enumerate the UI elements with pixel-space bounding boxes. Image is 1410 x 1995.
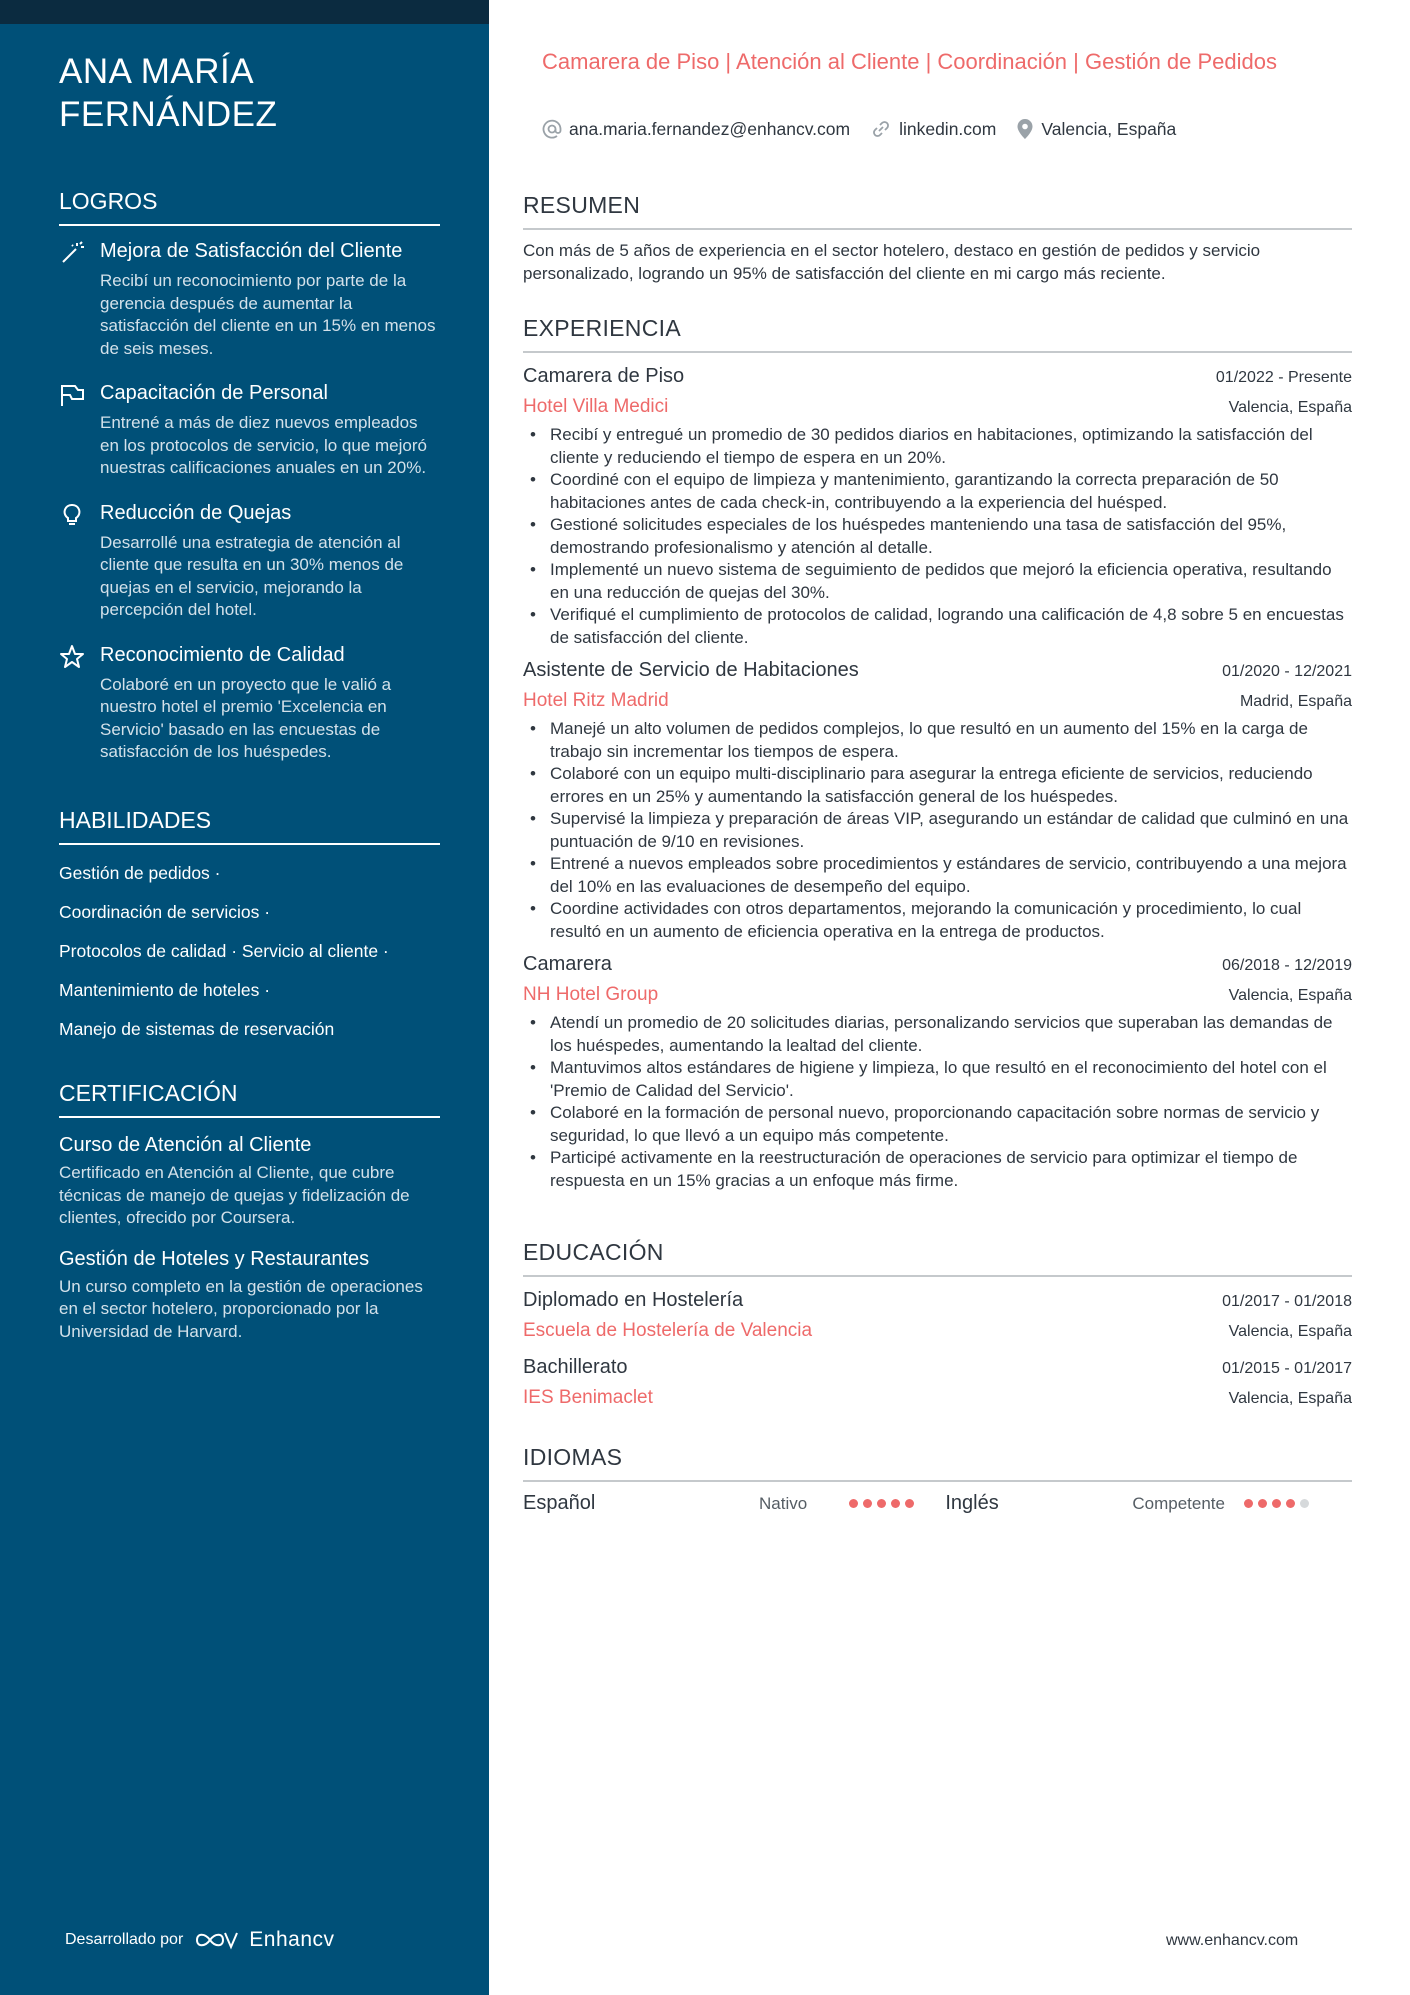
bullet-item: • Verifiqué el cumplimiento de protocolos de calidad, logrando una calificación de 4,8 sobre 5 en encuestas de satisfacción del cliente. [523, 604, 1352, 649]
company-name: Hotel Villa Medici [523, 396, 669, 417]
achievement-item [59, 500, 440, 622]
achievement-title: Capacitación de Personal [100, 382, 328, 404]
language-item [945, 1492, 1352, 1515]
summary-section [523, 190, 1352, 285]
flag-icon [59, 382, 85, 408]
certification-desc: Un curso completo en la gestión de operaciones en el sector hotelero, proporcionado por la Universidad de Harvard. [59, 1276, 423, 1341]
rating-dot [891, 1499, 900, 1508]
job-bullets [523, 1012, 1352, 1192]
skill-line: Gestión de pedidos · [59, 863, 221, 883]
rating-dot [1272, 1499, 1281, 1508]
education-location: Valencia, España [1228, 1323, 1352, 1340]
star-icon [59, 644, 85, 670]
certifications-heading: CERTIFICACIÓN [59, 1078, 440, 1118]
languages-section [523, 1442, 1352, 1515]
contact-email[interactable] [542, 118, 850, 140]
skill-line: Manejo de sistemas de reservación [59, 1019, 335, 1039]
bullet-item: • Mantuvimos altos estándares de higiene y limpieza, lo que resultó en el reconocimiento del hotel con el 'Premio de Calidad del Servicio'. [523, 1057, 1352, 1102]
degree: Diplomado en Hostelería [523, 1289, 744, 1311]
experience-section [523, 313, 1352, 1200]
rating-dot [1244, 1499, 1253, 1508]
language-name: Inglés [945, 1492, 999, 1514]
rating-dot [1258, 1499, 1267, 1508]
language-name: Español [523, 1492, 596, 1514]
job-entry [523, 657, 1352, 943]
achievement-desc: Desarrollé una estrategia de atención al cliente que resulta en un 30% menos de quejas en el servicio, mejorando la percepción del hotel. [100, 532, 404, 619]
job-bullets [523, 718, 1352, 943]
location-pin-icon [1016, 118, 1034, 140]
job-bullets [523, 424, 1352, 649]
job-dates: 06/2018 - 12/2019 [1222, 957, 1352, 974]
job-dates: 01/2020 - 12/2021 [1222, 663, 1352, 680]
education-entry [523, 1287, 1352, 1344]
school-name: Escuela de Hostelería de Valencia [523, 1320, 813, 1341]
achievement-desc: Colaboré en un proyecto que le valió a nuestro hotel el premio 'Excelencia en Servicio' basado en las encuestas de satisfacción de los huéspedes. [100, 674, 392, 761]
rating-dot [905, 1499, 914, 1508]
certifications-section [59, 1078, 440, 1359]
enhancv-brand-text: Enhancv [249, 1928, 335, 1951]
skill-line: Protocolos de calidad · Servicio al cliente · [59, 941, 389, 961]
bullet-item: • Colaboré con un equipo multi-disciplinario para asegurar la entrega eficiente de servicios, reduciendo errores en un 25% y aumentando la satisfacción general de los huéspedes. [523, 763, 1352, 808]
degree: Bachillerato [523, 1356, 628, 1378]
certification-item [59, 1132, 440, 1230]
bullet-item: • Atendí un promedio de 20 solicitudes diarias, personalizando servicios que superaban las demandas de los huéspedes, aumentando la lealtad del cliente. [523, 1012, 1352, 1057]
bullet-item: • Entrené a nuevos empleados sobre procedimientos y estándares de servicio, contribuyendo a una mejora del 10% en las evaluaciones de desempeño del equipo. [523, 853, 1352, 898]
achievements-section [59, 186, 440, 784]
contact-linkedin[interactable] [870, 118, 996, 140]
sidebar-top-bar [0, 0, 489, 24]
enhancv-logo[interactable] [195, 1928, 334, 1952]
job-location: Valencia, España [1228, 987, 1352, 1004]
job-title: Camarera [523, 953, 612, 975]
bullet-item: • Supervisé la limpieza y preparación de áreas VIP, asegurando un estándar de calidad que culminó en una puntuación de 9/10 en revisiones. [523, 808, 1352, 853]
languages-row [523, 1492, 1352, 1515]
skill-line: Coordinación de servicios · [59, 902, 271, 922]
location-text: Valencia, España [1041, 118, 1177, 139]
achievement-desc: Recibí un reconocimiento por parte de la gerencia después de aumentar la satisfacción del cliente en un 15% en menos de seis meses. [100, 271, 436, 358]
experience-heading: EXPERIENCIA [523, 313, 1352, 353]
website-link[interactable]: www.enhancv.com [1166, 1932, 1299, 1949]
bullet-item: • Gestioné solicitudes especiales de los huéspedes manteniendo una tasa de satisfacción del 95%, demostrando profesionalismo y atención al detalle. [523, 514, 1352, 559]
job-title: Asistente de Servicio de Habitaciones [523, 659, 859, 681]
bullet-item: • Colaboré en la formación de personal nuevo, proporcionando capacitación sobre normas de servicio y seguridad, lo que llevó a un equipo más competente. [523, 1102, 1352, 1147]
bullet-item: • Coordine actividades con otros departamentos, mejorando la comunicación y procedimiento, lo cual resultó en un aumento de eficiencia operativa en la entrega de productos. [523, 898, 1352, 943]
language-rating [849, 1499, 914, 1508]
linkedin-text: linkedin.com [899, 118, 997, 139]
achievement-title: Mejora de Satisfacción del Cliente [100, 240, 403, 262]
school-name: IES Benimaclet [523, 1387, 653, 1408]
job-location: Valencia, España [1228, 399, 1352, 416]
summary-text: Con más de 5 años de experiencia en el sector hotelero, destaco en gestión de pedidos y servicio personalizado, logrando un 95% de satisfacción del cliente en mi cargo más reciente. [523, 241, 1261, 283]
achievement-title: Reducción de Quejas [100, 501, 292, 524]
email-text: ana.maria.fernandez@enhancv.com [569, 118, 851, 139]
education-entry [523, 1354, 1352, 1411]
language-item [523, 1492, 945, 1515]
rating-dot [877, 1499, 886, 1508]
at-icon [542, 119, 562, 139]
achievement-item [59, 380, 440, 480]
company-name: Hotel Ritz Madrid [523, 690, 669, 711]
achievements-heading: LOGROS [59, 186, 440, 226]
contact-location [1016, 118, 1176, 140]
bullet-item: • Coordiné con el equipo de limpieza y mantenimiento, garantizando la correcta preparación de 50 habitaciones antes de cada check-in, contribuyendo a la experiencia del huésped. [523, 469, 1352, 514]
languages-heading: IDIOMAS [523, 1442, 1352, 1482]
company-name: NH Hotel Group [523, 984, 659, 1005]
job-title: Camarera de Piso [523, 365, 685, 387]
sidebar [0, 0, 489, 1995]
magic-wand-icon [59, 240, 85, 266]
link-icon [870, 119, 892, 139]
job-entry [523, 951, 1352, 1192]
language-rating [1244, 1499, 1309, 1508]
rating-dot [1300, 1499, 1309, 1508]
powered-by-label: Desarrollado por [65, 1931, 184, 1948]
rating-dot [1286, 1499, 1295, 1508]
rating-dot [863, 1499, 872, 1508]
certification-title: Curso de Atención al Cliente [59, 1134, 312, 1156]
education-heading: EDUCACIÓN [523, 1237, 1352, 1277]
bullet-item: • Participé activamente en la reestructuración de operaciones de servicio para optimizar el tiempo de respuesta en un 15% gracias a un enfoque más firme. [523, 1147, 1352, 1192]
skills-heading: HABILIDADES [59, 805, 440, 845]
achievement-item [59, 238, 440, 360]
skills-section [59, 805, 440, 1056]
education-location: Valencia, España [1228, 1390, 1352, 1407]
powered-by [65, 1928, 335, 1952]
certification-desc: Certificado en Atención al Cliente, que cubre técnicas de manejo de quejas y fidelización de clientes, ofrecido por Coursera. [59, 1163, 410, 1227]
candidate-name: ANA MARÍA FERNÁNDEZ [59, 52, 278, 134]
language-level: Competente [1132, 1493, 1225, 1513]
achievement-title: Reconocimiento de Calidad [100, 643, 345, 666]
job-entry [523, 363, 1352, 649]
education-dates: 01/2015 - 01/2017 [1222, 1360, 1352, 1377]
job-dates: 01/2022 - Presente [1215, 369, 1352, 386]
bullet-item: • Recibí y entregué un promedio de 30 pedidos diarios en habitaciones, optimizando la satisfacción del cliente y reduciendo el tiempo de espera en un 20%. [523, 424, 1352, 469]
job-location: Madrid, España [1239, 693, 1352, 710]
bullet-item: • Manejé un alto volumen de pedidos complejos, lo que resultó en un aumento del 15% en la carga de trabajo sin incrementar los tiempos de espera. [523, 718, 1352, 763]
contact-bar [542, 118, 1196, 140]
lightbulb-icon [59, 502, 85, 528]
headline: Camarera de Piso | Atención al Cliente | Coordinación | Gestión de Pedidos [542, 49, 1278, 74]
education-dates: 01/2017 - 01/2018 [1222, 1293, 1352, 1310]
achievement-item [59, 642, 440, 764]
education-section [523, 1237, 1352, 1421]
rating-dot [849, 1499, 858, 1508]
skill-line: Mantenimiento de hoteles · [59, 980, 271, 1000]
achievement-desc: Entrené a más de diez nuevos empleados en los protocolos de servicio, lo que mejoró nuestras calificaciones anuales en un 20%. [100, 413, 427, 477]
summary-heading: RESUMEN [523, 190, 1352, 230]
language-level: Nativo [759, 1493, 808, 1513]
certification-title: Gestión de Hoteles y Restaurantes [59, 1247, 370, 1270]
bullet-item: • Implementé un nuevo sistema de seguimiento de pedidos que mejoró la eficiencia operativa, resultando en una reducción de quejas del 30%. [523, 559, 1352, 604]
enhancv-logo-icon [195, 1929, 239, 1951]
certification-item [59, 1246, 440, 1344]
